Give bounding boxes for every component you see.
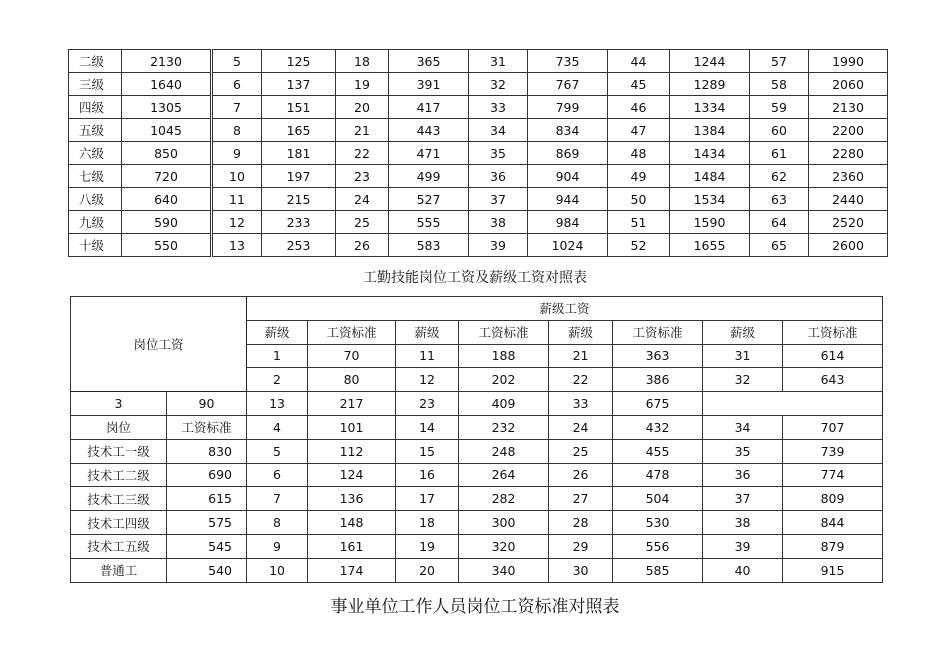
table-row xyxy=(69,119,888,142)
table-cell: 25 xyxy=(549,439,613,463)
column-header: 工资标准 xyxy=(308,320,396,344)
table-cell: 1434 xyxy=(670,142,750,165)
table-cell: 879 xyxy=(783,534,883,558)
table-cell: 5 xyxy=(212,50,262,73)
table-cell: 23 xyxy=(336,165,389,188)
table-cell: 7 xyxy=(247,487,308,511)
table-cell: 432 xyxy=(613,415,703,439)
table-cell: 15 xyxy=(396,439,459,463)
table-cell: 151 xyxy=(262,96,336,119)
table-cell: 7 xyxy=(212,96,262,119)
table-cell: 6 xyxy=(212,73,262,96)
table-row xyxy=(69,142,888,165)
table-cell: 2280 xyxy=(809,142,888,165)
table-cell: 49 xyxy=(608,165,670,188)
table-cell: 65 xyxy=(750,234,809,257)
table-cell: 217 xyxy=(308,392,396,416)
table-cell: 十级 xyxy=(69,234,122,257)
table-cell: 1640 xyxy=(122,73,212,96)
table-cell: 583 xyxy=(389,234,469,257)
table-cell: 5 xyxy=(247,439,308,463)
table-cell: 46 xyxy=(608,96,670,119)
table-row xyxy=(69,211,888,234)
post-name: 普通工 xyxy=(71,558,167,582)
table-cell: 七级 xyxy=(69,165,122,188)
table-row xyxy=(71,392,883,416)
table-cell: 38 xyxy=(469,211,528,234)
table-cell: 26 xyxy=(336,234,389,257)
table-cell: 1289 xyxy=(670,73,750,96)
post-wage: 575 xyxy=(167,511,247,535)
post-wage: 540 xyxy=(167,558,247,582)
post-name: 技术工五级 xyxy=(71,534,167,558)
column-header: 薪级 xyxy=(549,320,613,344)
table-cell: 16 xyxy=(396,463,459,487)
table-cell: 24 xyxy=(549,415,613,439)
table-cell: 39 xyxy=(703,534,783,558)
table-cell: 21 xyxy=(549,344,613,368)
table-row xyxy=(69,50,888,73)
table-cell: 527 xyxy=(389,188,469,211)
table-cell: 34 xyxy=(469,119,528,142)
table-cell: 707 xyxy=(783,415,883,439)
table-cell: 504 xyxy=(613,487,703,511)
table-cell: 174 xyxy=(308,558,396,582)
table-cell: 215 xyxy=(262,188,336,211)
table-cell: 20 xyxy=(396,558,459,582)
table-cell: 32 xyxy=(469,73,528,96)
table-cell: 34 xyxy=(703,415,783,439)
table-cell: 550 xyxy=(122,234,212,257)
table-cell: 124 xyxy=(308,463,396,487)
wage-table-continued xyxy=(68,49,888,257)
table-cell: 29 xyxy=(549,534,613,558)
table-cell: 165 xyxy=(262,119,336,142)
table-cell: 944 xyxy=(528,188,608,211)
table-cell: 61 xyxy=(750,142,809,165)
table-cell: 20 xyxy=(336,96,389,119)
table-cell: 774 xyxy=(783,463,883,487)
table-cell: 四级 xyxy=(69,96,122,119)
table-cell: 九级 xyxy=(69,211,122,234)
table-cell: 18 xyxy=(336,50,389,73)
table-cell: 233 xyxy=(262,211,336,234)
table-cell: 409 xyxy=(459,392,549,416)
table-cell: 1655 xyxy=(670,234,750,257)
table-cell: 2520 xyxy=(809,211,888,234)
table-cell: 181 xyxy=(262,142,336,165)
table-cell: 530 xyxy=(613,511,703,535)
table-cell: 52 xyxy=(608,234,670,257)
post-name: 技术工三级 xyxy=(71,487,167,511)
table-cell: 282 xyxy=(459,487,549,511)
table-cell: 1484 xyxy=(670,165,750,188)
table-cell: 767 xyxy=(528,73,608,96)
column-header: 薪级 xyxy=(703,320,783,344)
header-row-1 xyxy=(71,297,883,321)
table-cell: 六级 xyxy=(69,142,122,165)
table-cell: 555 xyxy=(389,211,469,234)
table-row xyxy=(69,188,888,211)
table-cell: 556 xyxy=(613,534,703,558)
table-row xyxy=(71,534,883,558)
table-cell: 455 xyxy=(613,439,703,463)
table-cell: 26 xyxy=(549,463,613,487)
table-row xyxy=(69,234,888,257)
post-wage: 830 xyxy=(167,439,247,463)
table-cell: 57 xyxy=(750,50,809,73)
table-cell: 44 xyxy=(608,50,670,73)
table-cell: 9 xyxy=(247,534,308,558)
table-cell: 8 xyxy=(247,511,308,535)
table-cell: 31 xyxy=(703,344,783,368)
table-cell: 443 xyxy=(389,119,469,142)
table-cell: 1 xyxy=(247,344,308,368)
table-cell: 19 xyxy=(396,534,459,558)
table-cell: 45 xyxy=(608,73,670,96)
table-cell: 112 xyxy=(308,439,396,463)
table-row xyxy=(69,96,888,119)
table-cell: 202 xyxy=(459,368,549,392)
post-name: 技术工二级 xyxy=(71,463,167,487)
table-cell: 614 xyxy=(783,344,883,368)
table-row xyxy=(71,511,883,535)
table-cell: 1384 xyxy=(670,119,750,142)
table-cell: 1534 xyxy=(670,188,750,211)
table-cell: 32 xyxy=(703,368,783,392)
table-cell: 47 xyxy=(608,119,670,142)
table-cell: 391 xyxy=(389,73,469,96)
table-cell: 51 xyxy=(608,211,670,234)
table-cell: 59 xyxy=(750,96,809,119)
table-row xyxy=(71,439,883,463)
table-cell: 37 xyxy=(469,188,528,211)
post-wage-header: 岗位工资 xyxy=(71,297,247,392)
table-cell: 36 xyxy=(703,463,783,487)
table-cell: 137 xyxy=(262,73,336,96)
table-row xyxy=(71,415,883,439)
table-cell: 90 xyxy=(167,392,247,416)
table-cell: 39 xyxy=(469,234,528,257)
table-cell: 478 xyxy=(613,463,703,487)
table-cell: 2440 xyxy=(809,188,888,211)
table-cell: 2060 xyxy=(809,73,888,96)
table-cell: 640 xyxy=(122,188,212,211)
table-cell: 585 xyxy=(613,558,703,582)
table-cell: 三级 xyxy=(69,73,122,96)
table-cell: 417 xyxy=(389,96,469,119)
post-wage-table xyxy=(70,296,883,583)
table-cell: 62 xyxy=(750,165,809,188)
table-cell: 12 xyxy=(212,211,262,234)
column-header: 岗位 xyxy=(71,415,167,439)
table1-caption: 工勤技能岗位工资及薪级工资对照表 xyxy=(363,270,587,286)
table-cell: 58 xyxy=(750,73,809,96)
column-header: 工资标准 xyxy=(459,320,549,344)
table-cell: 36 xyxy=(469,165,528,188)
table-cell: 19 xyxy=(336,73,389,96)
grade-wage-header: 薪级工资 xyxy=(247,297,883,321)
table-cell: 22 xyxy=(549,368,613,392)
table-cell: 984 xyxy=(528,211,608,234)
table-cell: 2600 xyxy=(809,234,888,257)
table-cell: 33 xyxy=(469,96,528,119)
table-cell: 590 xyxy=(122,211,212,234)
table-cell: 18 xyxy=(396,511,459,535)
table-row xyxy=(71,558,883,582)
table-cell: 1590 xyxy=(670,211,750,234)
table-cell: 2130 xyxy=(122,50,212,73)
table-cell: 2360 xyxy=(809,165,888,188)
table-cell: 50 xyxy=(608,188,670,211)
table-cell: 264 xyxy=(459,463,549,487)
table-cell: 365 xyxy=(389,50,469,73)
table-cell: 31 xyxy=(469,50,528,73)
table-cell: 八级 xyxy=(69,188,122,211)
table-cell: 35 xyxy=(703,439,783,463)
table-row xyxy=(69,165,888,188)
table-cell: 1024 xyxy=(528,234,608,257)
table-cell: 161 xyxy=(308,534,396,558)
table-cell: 850 xyxy=(122,142,212,165)
table-cell: 35 xyxy=(469,142,528,165)
table-cell: 834 xyxy=(528,119,608,142)
table-cell: 8 xyxy=(212,119,262,142)
table-cell: 2200 xyxy=(809,119,888,142)
table-cell: 232 xyxy=(459,415,549,439)
table-cell: 363 xyxy=(613,344,703,368)
table-row xyxy=(71,463,883,487)
table-cell: 471 xyxy=(389,142,469,165)
table-cell: 1244 xyxy=(670,50,750,73)
table-cell: 24 xyxy=(336,188,389,211)
table-cell: 13 xyxy=(212,234,262,257)
table-cell: 37 xyxy=(703,487,783,511)
table-cell: 148 xyxy=(308,511,396,535)
table-cell: 28 xyxy=(549,511,613,535)
table-row xyxy=(71,487,883,511)
table-cell: 136 xyxy=(308,487,396,511)
table-cell: 11 xyxy=(212,188,262,211)
table-cell: 23 xyxy=(396,392,459,416)
table-cell: 30 xyxy=(549,558,613,582)
table-cell: 809 xyxy=(783,487,883,511)
table-cell: 101 xyxy=(308,415,396,439)
table-row xyxy=(69,73,888,96)
table-cell: 二级 xyxy=(69,50,122,73)
table-cell: 12 xyxy=(396,368,459,392)
table-cell: 1305 xyxy=(122,96,212,119)
table-cell: 63 xyxy=(750,188,809,211)
table-cell: 253 xyxy=(262,234,336,257)
table-cell: 27 xyxy=(549,487,613,511)
table-cell: 80 xyxy=(308,368,396,392)
table-cell: 48 xyxy=(608,142,670,165)
table-cell: 10 xyxy=(247,558,308,582)
table-cell: 3 xyxy=(71,392,167,416)
table-cell: 38 xyxy=(703,511,783,535)
table-cell: 1045 xyxy=(122,119,212,142)
table-cell: 386 xyxy=(613,368,703,392)
table-cell: 904 xyxy=(528,165,608,188)
post-wage: 545 xyxy=(167,534,247,558)
post-name: 技术工一级 xyxy=(71,439,167,463)
column-header: 薪级 xyxy=(247,320,308,344)
table-cell: 64 xyxy=(750,211,809,234)
table-cell: 17 xyxy=(396,487,459,511)
table-cell: 739 xyxy=(783,439,883,463)
table-cell: 844 xyxy=(783,511,883,535)
table-cell: 869 xyxy=(528,142,608,165)
post-wage: 615 xyxy=(167,487,247,511)
table-cell: 340 xyxy=(459,558,549,582)
column-header: 薪级 xyxy=(396,320,459,344)
table-cell: 9 xyxy=(212,142,262,165)
column-header: 工资标准 xyxy=(167,415,247,439)
table-cell: 915 xyxy=(783,558,883,582)
post-name: 技术工四级 xyxy=(71,511,167,535)
table-cell: 1990 xyxy=(809,50,888,73)
table-cell: 21 xyxy=(336,119,389,142)
column-header: 工资标准 xyxy=(783,320,883,344)
table-cell: 643 xyxy=(783,368,883,392)
table-cell: 40 xyxy=(703,558,783,582)
table-cell: 33 xyxy=(549,392,613,416)
post-wage: 690 xyxy=(167,463,247,487)
table-cell: 2 xyxy=(247,368,308,392)
table-cell: 125 xyxy=(262,50,336,73)
table-cell: 70 xyxy=(308,344,396,368)
table-cell: 11 xyxy=(396,344,459,368)
table-cell: 10 xyxy=(212,165,262,188)
table-cell: 735 xyxy=(528,50,608,73)
table-cell: 五级 xyxy=(69,119,122,142)
table-cell: 675 xyxy=(613,392,703,416)
table-cell: 188 xyxy=(459,344,549,368)
table-cell: 300 xyxy=(459,511,549,535)
table-cell: 22 xyxy=(336,142,389,165)
table-cell: 2130 xyxy=(809,96,888,119)
table-cell: 25 xyxy=(336,211,389,234)
table-cell: 320 xyxy=(459,534,549,558)
table-cell: 799 xyxy=(528,96,608,119)
table-cell: 14 xyxy=(396,415,459,439)
table-cell: 13 xyxy=(247,392,308,416)
column-header: 工资标准 xyxy=(613,320,703,344)
table-cell: 248 xyxy=(459,439,549,463)
table-cell: 499 xyxy=(389,165,469,188)
table-cell: 197 xyxy=(262,165,336,188)
table-cell: 60 xyxy=(750,119,809,142)
table-cell: 720 xyxy=(122,165,212,188)
table-cell: 6 xyxy=(247,463,308,487)
table2-caption: 事业单位工作人员岗位工资标准对照表 xyxy=(330,597,620,617)
table-cell: 4 xyxy=(247,415,308,439)
table-cell: 1334 xyxy=(670,96,750,119)
